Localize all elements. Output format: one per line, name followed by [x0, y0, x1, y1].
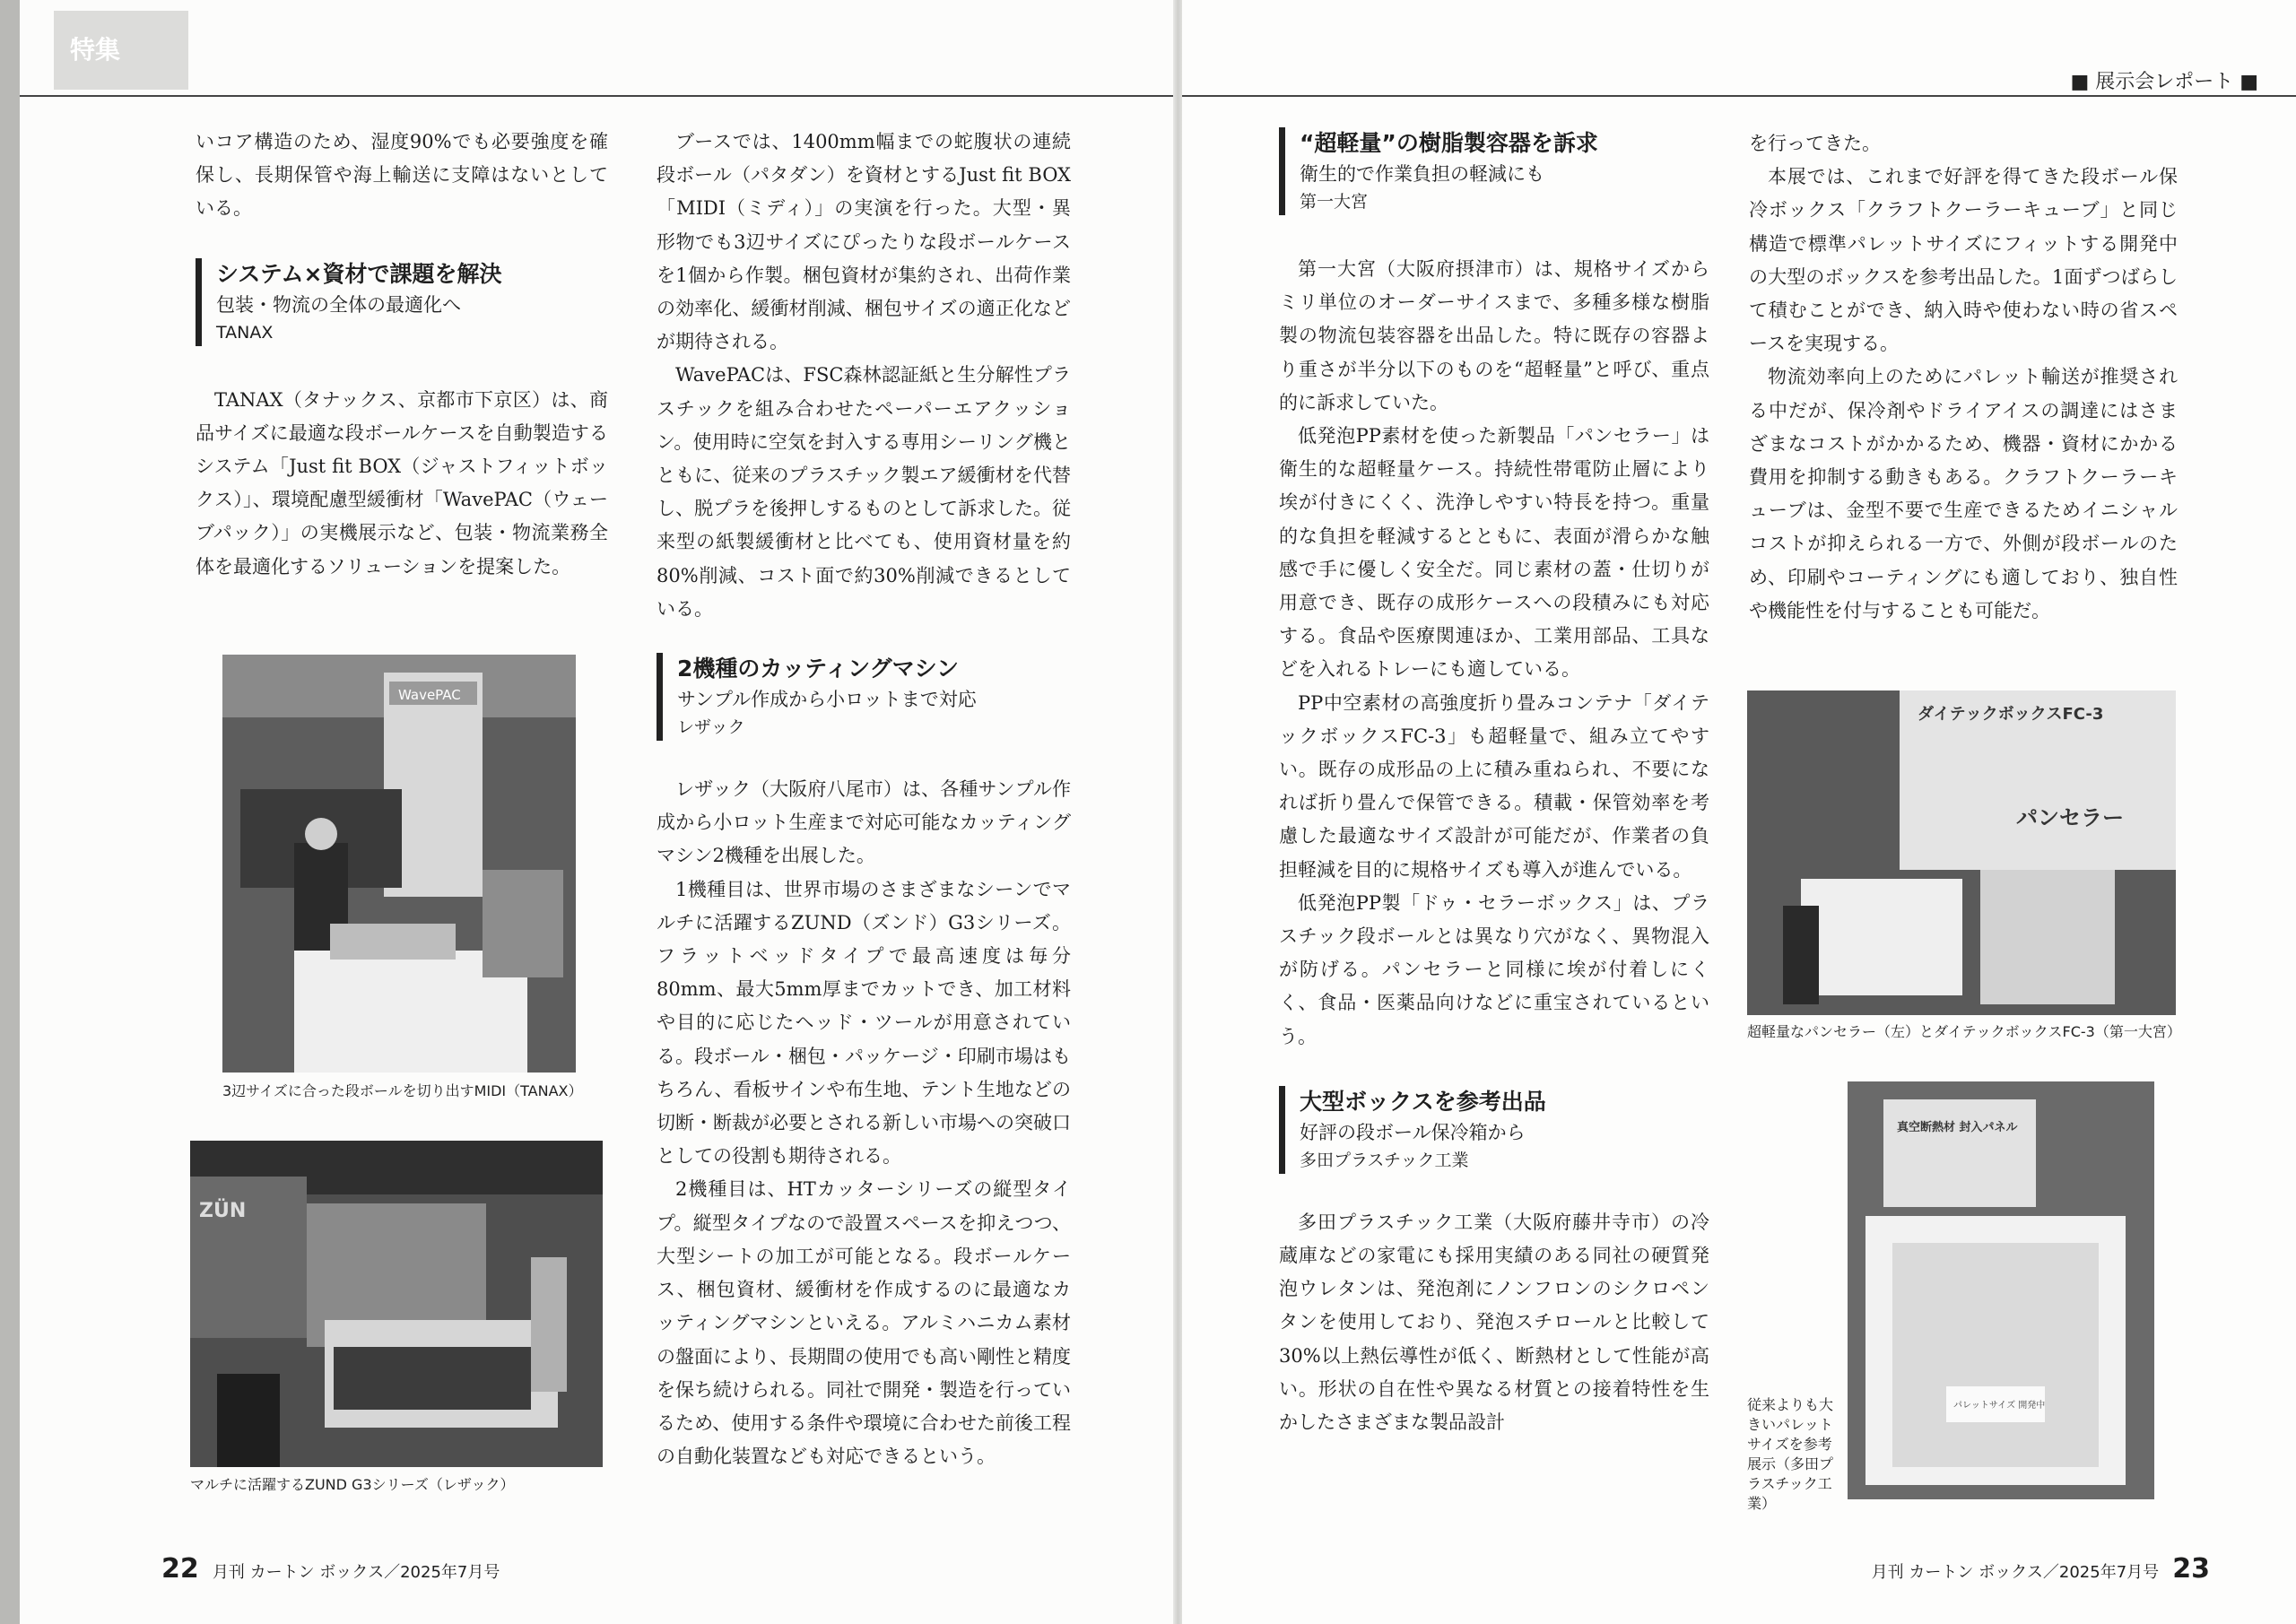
tada-paragraph-1: 多田プラスチック工業（大阪府藤井寺市）の冷蔵庫などの家電にも採用実績のある同社の硬質発泡ウレタンは、発泡剤にノンフロンのシクロペンタンを使用しており、発泡スチロールと比較して30%以上熱伝導性が低く、断熱材として性能が高い。形状の自在性や異なる材質との接着特性を生かしたさまざまな製品設計 — [1279, 1211, 1709, 1434]
tada-title: 大型ボックスを参考出品 — [1300, 1088, 1546, 1115]
pancellar-sign: パンセラー — [2016, 805, 2124, 830]
daiichi-company: 第一大宮 — [1300, 192, 1369, 212]
daiichi-paragraph-3: PP中空素材の高強度折り畳みコンテナ「ダイテックボックスFC-3」も超軽量で、組み立てやすい。既存の成形品の上に積み重ねられ、不要になれば折り畳んで保管できる。積載・保管効率を考慮した最適なサイズ設計が可能だが、作業者の負担軽減を目的に規格サイズも導入が進んでいる。 — [1279, 691, 1709, 881]
tanax-company: TANAX — [216, 322, 274, 343]
magazine-issue-right: 月刊 カートン ボックス／2025年7月号 — [1871, 1563, 2160, 1582]
top-rule-right — [1182, 95, 2296, 97]
scan-edge — [0, 0, 20, 1624]
photo-tanax-midi — [222, 655, 576, 1073]
right-page — [1182, 0, 2296, 1624]
tanax-subtitle: 包装・物流の全体の最適化へ — [216, 293, 461, 316]
tada-paragraph-3: 物流効率向上のためにパレット輸送が推奨される中だが、保冷剤やドライアイスの調達にはさまざまなコストがかかるため、機器・資材にかかる費用を抑制する動きもある。クラフトクーラーキューブは、金型不要で生産できるためイニシャルコストが抑えられる一方で、外側が段ボールのため、印刷やコーティングにも適しており、独自性や機能性を付与することも可能だ。 — [1749, 366, 2178, 621]
left-column-2 — [657, 126, 1071, 1473]
rezac-title: 2機種のカッティングマシン — [677, 656, 960, 682]
tanax-title: システム×資材で課題を解決 — [216, 260, 502, 287]
daiichi-paragraph-1: 第一大宮（大阪府摂津市）は、規格サイズからミリ単位のオーダーサイスまで、多種多様な樹脂製の物流包装容器を出品した。特に既存の容器より重さが半分以下のものを“超軽量”と呼び、重点的に訴求していた。 — [1279, 258, 1709, 413]
tada-paragraph-2: 本展では、これまで好評を得てきた段ボール保冷ボックス「クラフトクーラーキューブ」と同じ構造で標準パレットサイズにフィットする開発中の大型のボックスを参考出品した。1面ずつばらして積むことができ、納入時や使わない時の省スペースを実現する。 — [1749, 166, 2178, 355]
vacuum-panel-sign: 真空断熱材 封入パネル — [1897, 1121, 2018, 1134]
page-number-23: 23 — [2172, 1553, 2210, 1585]
left-folio — [161, 1553, 509, 1585]
photo-tada-box — [1848, 1081, 2154, 1499]
daitec-sign: ダイテックボックスFC-3 — [1918, 705, 2104, 724]
tada-company: 多田プラスチック工業 — [1300, 1150, 1469, 1170]
tada-subtitle: 好評の段ボール保冷箱から — [1300, 1121, 1526, 1143]
left-column-1 — [196, 126, 608, 584]
page-number-22: 22 — [161, 1553, 199, 1585]
photo-zund-caption: マルチに活躍するZUND G3シリーズ（レザック） — [190, 1476, 515, 1493]
tada-continuation: を行ってきた。 — [1749, 133, 1881, 154]
wavepac-paragraph: WavePACは、FSC森林認証紙と生分解性プラスチックを組み合わせたペーパーエアクッション。使用時に空気を封入する専用シーリング機とともに、従来のプラスチック製エア緩衝材を代替し、脱プラを後押しするものとして訴求した。従来型の紙製緩衝材と比べても、使用資材量を約80%削減、コスト面で約30%削減できるとしている。 — [657, 364, 1071, 620]
pallet-size-label: パレットサイズ 開発中 — [1953, 1401, 2046, 1411]
tada-heading — [1279, 1086, 1709, 1174]
intro-paragraph: いコア構造のため、湿度90%でも必要強度を確保し、長期保管や海上輸送に支障はないとしている。 — [196, 131, 608, 220]
magazine-issue-left: 月刊 カートン ボックス／2025年7月号 — [212, 1563, 500, 1582]
corner-tab: 特集 — [54, 11, 188, 90]
rezac-subtitle: サンプル作成から小ロットまで対応 — [677, 689, 977, 711]
photo-daiichi — [1747, 690, 2176, 1015]
right-folio — [1863, 1553, 2210, 1585]
daiichi-paragraph-2: 低発泡PP素材を使った新製品「パンセラー」は衛生的な超軽量ケース。持続性帯電防止層により埃が付きにくく、洗浄しやすい特長を持つ。重量的な負担を軽減するとともに、表面が滑らかな触感で手に優しく安全だ。同じ素材の蓋・仕切りが用意でき、既存の成形ケースへの段積みにも対応する。食品や医療関連ほか、工業用部品、工具などを入れるトレーにも適している。 — [1279, 425, 1709, 681]
rezac-paragraph-3: 2機種目は、HTカッターシリーズの縦型タイプ。縦型タイプなので設置スペースを抑えつつ、大型シートの加工が可能となる。段ボールケース、梱包資材、緩衝材を作成するのに最適なカッティングマシンといえる。アルミハニカム素材の盤面により、長期間の使用でも高い剛性と精度を保ち続けられる。同社で開発・製造を行っているため、使用する条件や環境に合わせた前後工程の自動化装置なども対応できるという。 — [657, 1178, 1071, 1468]
photo-tanax-caption: 3辺サイズに合った段ボールを切り出すMIDI（TANAX） — [222, 1082, 583, 1099]
right-column-1 — [1279, 127, 1709, 1439]
right-column-2 — [1749, 127, 2178, 628]
rezac-paragraph-1: レザック（大阪府八尾市）は、各種サンプル作成から小ロット生産まで対応可能なカッティングマシン2機種を出展した。 — [657, 778, 1071, 867]
rezac-heading — [657, 653, 1071, 741]
rezac-company: レザック — [677, 717, 745, 738]
photo-daiichi-graphic — [1747, 690, 2176, 1015]
zund-sign: ZÜN — [199, 1200, 247, 1222]
photo-zund — [190, 1141, 603, 1467]
photo-tada-graphic — [1848, 1081, 2154, 1499]
section-tag: ■ 展示会レポート ■ — [2070, 71, 2258, 93]
top-rule — [20, 95, 1173, 97]
photo-daiichi-caption: 超軽量なパンセラー（左）とダイテックボックスFC-3（第一大宮） — [1747, 1023, 2181, 1040]
rezac-paragraph-2: 1機種目は、世界市場のさまざまなシーンでマルチに活躍するZUND（ズンド）G3シリーズ。フラットベッドタイプで最高速度は毎分80mm、最大5mm厚までカットでき、加工材料や目的に応じたヘッド・ツールが用意されている。段ボール・梱包・パッケージ・印刷市場はもちろん、看板サインや布生地、テント生地などの切断・断裁が必要とされる新しい市場への突破口としての役割も期待される。 — [657, 878, 1071, 1168]
photo-tada-caption: 従来よりも大きいパレットサイズを参考展示（多田プラスチック工業） — [1747, 1396, 1834, 1512]
daiichi-heading — [1279, 127, 1709, 215]
daiichi-title: “超軽量”の樹脂製容器を訴求 — [1300, 130, 1598, 156]
tanax-booth-paragraph: ブースでは、1400mm幅までの蛇腹状の連続段ボール（パタダン）を資材とするJust fit BOX「MIDI（ミディ）」の実演を行った。大型・異形物でも3辺サイズにぴったりな段ボールケースを1個から作製。梱包資材が集約され、出荷作業の効率化、緩衝材削減、梱包サイズの適正化などが期待される。 — [657, 131, 1071, 353]
daiichi-paragraph-4: 低発泡PP製「ドゥ・セラーボックス」は、プラスチック段ボールとは異なり穴がなく、異物混入が防げる。パンセラーと同様に埃が付着しにくく、食品・医薬品向けなどに重宝されているという。 — [1279, 891, 1709, 1047]
daiichi-subtitle: 衛生的で作業負担の軽減にも — [1300, 163, 1544, 185]
tanax-heading — [196, 258, 608, 346]
tanax-paragraph: TANAX（タナックス、京都市下京区）は、商品サイズに最適な段ボールケースを自動製造するシステム「Just fit BOX（ジャストフィットボックス）」、環境配慮型緩衝材「WavePAC（ウェーブパック）」の実機展示など、包装・物流業務全体を最適化するソリューションを提案した。 — [196, 388, 608, 578]
wavepac-sign: WavePAC — [398, 687, 461, 703]
photo-zund-graphic — [190, 1141, 603, 1467]
photo-tanax-graphic — [222, 655, 576, 1073]
